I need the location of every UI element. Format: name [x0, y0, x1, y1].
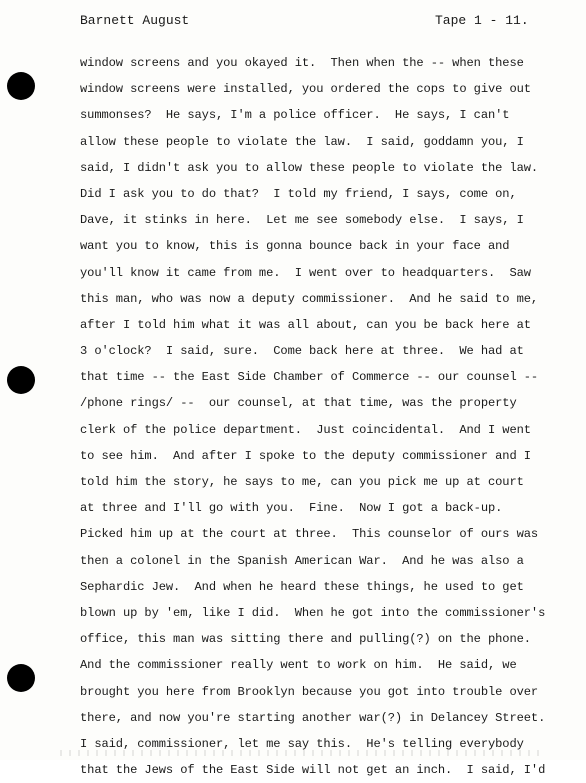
transcript-line: want you to know, this is gonna bounce back in your face and	[80, 239, 510, 254]
transcript-line: that the Jews of the East Side will not get an inch. I said, I'd	[80, 763, 546, 778]
binder-hole	[7, 72, 35, 100]
transcript-line: to see him. And after I spoke to the deputy commissioner and I	[80, 448, 531, 463]
transcript-line: at three and I'll go with you. Fine. Now I got a back-up.	[80, 501, 503, 516]
transcript-line: Sephardic Jew. And when he heard these things, he used to get	[80, 579, 524, 594]
transcript-line: that time -- the East Side Chamber of Commerce -- our counsel --	[80, 370, 539, 385]
transcript-line: office, this man was sitting there and pulling(?) on the phone.	[80, 632, 531, 647]
transcript-line: And the commissioner really went to work on him. He said, we	[80, 658, 517, 673]
transcript-line: then a colonel in the Spanish American War. And he was also a	[80, 553, 524, 568]
transcript-line: /phone rings/ -- our counsel, at that time, was the property	[80, 396, 517, 411]
scan-artifact	[60, 750, 540, 756]
transcript-line: blown up by 'em, like I did. When he got into the commissioner's	[80, 605, 546, 620]
transcript-line: I said, commissioner, let me say this. He's telling everybody	[80, 736, 524, 751]
transcript-line: Did I ask you to do that? I told my friend, I says, come on,	[80, 186, 517, 201]
transcript-line: 3 o'clock? I said, sure. Come back here at three. We had at	[80, 344, 524, 359]
transcript-line: clerk of the police department. Just coincidental. And I went	[80, 422, 531, 437]
interviewee-name: Barnett August	[80, 13, 190, 28]
transcript-line: said, I didn't ask you to allow these people to violate the law.	[80, 160, 539, 175]
transcript-line: you'll know it came from me. I went over to headquarters. Saw	[80, 265, 531, 280]
transcript-line: window screens were installed, you ordered the cops to give out	[80, 82, 531, 97]
binder-hole	[7, 366, 35, 394]
transcript-line: brought you here from Brooklyn because you got into trouble over	[80, 684, 539, 699]
binder-hole	[7, 664, 35, 692]
transcript-line: this man, who was now a deputy commissioner. And he said to me,	[80, 291, 539, 306]
transcript-line: told him the story, he says to me, can you pick me up at court	[80, 475, 524, 489]
transcript-line: there, and now you're starting another war(?) in Delancey Street.	[80, 710, 546, 725]
transcript-line: Picked him up at the court at three. This counselor of ours was	[80, 527, 539, 542]
tape-page-number: Tape 1 - 11.	[435, 13, 529, 28]
transcript-line: allow these people to violate the law. I said, goddamn you, I	[80, 134, 524, 149]
transcript-line: after I told him what it was all about, can you be back here at	[80, 317, 531, 332]
transcript-line: Dave, it stinks in here. Let me see somebody else. I says, I	[80, 213, 524, 228]
transcript-line: window screens and you okayed it. Then when the -- when these	[80, 56, 524, 70]
transcript-line: summonses? He says, I'm a police officer. He says, I can't	[80, 108, 510, 123]
transcript-body	[80, 50, 580, 783]
